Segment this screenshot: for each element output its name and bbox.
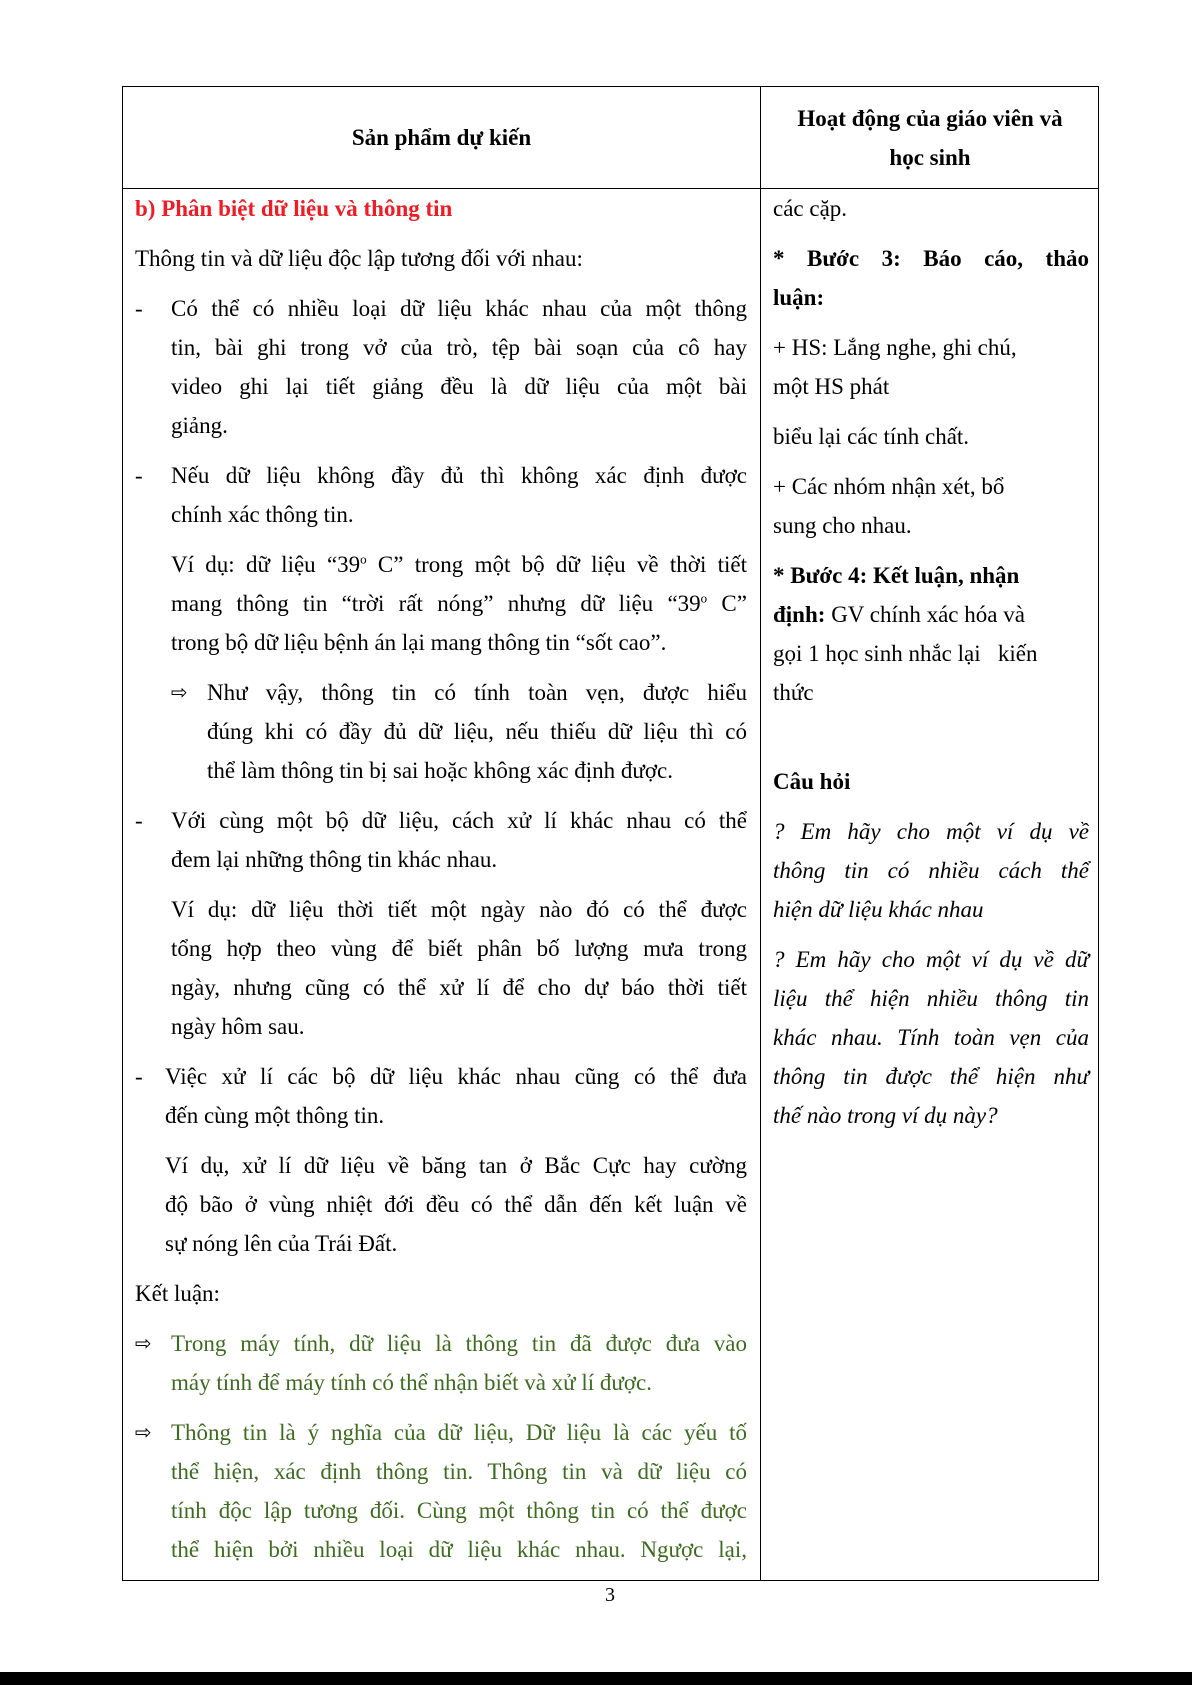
text-line: + HS: Lắng nghe, ghi chú, [773,335,1017,360]
text-line: tin, bài ghi trong vở của trò, tệp bài soạn của cô hay [171,335,747,360]
group-activity [773,467,1089,545]
text-line: liệu thể hiện nhiều thông tin [773,986,1089,1011]
list-item [135,456,747,534]
conclusion-item [135,1413,747,1569]
text-span: GV chính xác hóa và [825,602,1025,627]
text-line: ngày, nhưng cũng có thể xử lí để cho dự báo thời tiết [171,975,747,1000]
text-line: thể hiện bởi nhiều loại dữ liệu khác nhau. Ngược lại, [171,1537,747,1562]
example-paragraph [135,545,747,662]
text-line: sung cho nhau. [773,513,912,538]
column-divider [760,87,761,1580]
example-paragraph [135,1146,747,1263]
list-item [135,1057,747,1135]
text-line: thông tin có nhiều cách thể [773,858,1089,883]
list-item [135,289,747,445]
arrow-right-icon: ⇨ [171,680,188,704]
step-4-block [773,556,1089,712]
dash-marker: - [135,808,143,833]
header-expected-products [123,87,760,188]
text-line [773,595,1089,634]
text-line: Thông tin là ý nghĩa của dữ liệu, Dữ liệu là các yếu tố [171,1420,747,1445]
conclusion-item [135,1324,747,1402]
conclusion-arrow-item [135,673,747,790]
text-line: độ bão ở vùng nhiệt đới đều có thể dẫn đến kết luận về [165,1192,747,1217]
text-line: Nếu dữ liệu không đầy đủ thì không xác định được [171,463,747,488]
list-item [135,801,747,879]
text-line: thể hiện, xác định thông tin. Thông tin và dữ liệu có [171,1459,747,1484]
text-line: Với cùng một bộ dữ liệu, cách xử lí khác nhau có thể [171,808,747,833]
step-heading: * Bước 3: Báo cáo, thảo [773,246,1089,271]
text-line: máy tính để máy tính có thể nhận biết và xử lí được. [171,1370,653,1395]
text-span: mang thông tin “trời rất nóng” nhưng dữ liệu “39 [171,591,701,616]
text-line: ? Em hãy cho một ví dụ về [773,819,1089,844]
text-line: đem lại những thông tin khác nhau. [171,847,498,872]
student-activity [773,328,1089,406]
text-line: đến cùng một thông tin. [165,1103,385,1128]
arrow-right-icon: ⇨ [135,1420,152,1444]
text-span: C” trong một bộ dữ liệu về thời tiết [366,552,747,577]
questions-title: Câu hỏi [773,769,851,794]
header-right-line1: Hoạt động của giáo viên và [797,105,1063,131]
text-span: Ví dụ: dữ liệu “39 [171,552,361,577]
text-line: thông tin được thể hiện như [773,1064,1089,1089]
text-line [171,584,747,623]
text-line: thế nào trong ví dụ này? [773,1103,998,1128]
text-span: C” [707,591,747,616]
text-line: gọi 1 học sinh nhắc lại kiến [773,641,1038,666]
right-column-content [773,189,1089,1135]
degree-sign: o [700,590,708,606]
left-column-content [135,189,747,1569]
dash-marker: - [135,463,143,488]
header-left-label: Sản phẩm dự kiến [351,124,532,150]
step-heading: luận: [773,285,825,310]
text-line: sự nóng lên của Trái Đất. [165,1231,398,1256]
text-line: hiện dữ liệu khác nhau [773,897,984,922]
text-line: thức [773,680,814,705]
text-line: Ví dụ: dữ liệu thời tiết một ngày nào đó có thể được [171,897,747,922]
text-line: trong bộ dữ liệu bệnh án lại mang thông tin “sốt cao”. [171,630,667,655]
text-line: Có thể có nhiều loại dữ liệu khác nhau của một thông [171,296,747,321]
step-3-block [773,239,1089,317]
dash-marker: - [135,1064,143,1089]
section-heading: b) Phân biệt dữ liệu và thông tin [135,196,453,221]
text-span: định: [773,602,826,627]
text-line: Như vậy, thông tin có tính toàn vẹn, được hiểu [207,680,747,705]
text-line: ? Em hãy cho một ví dụ về dữ [773,947,1089,972]
text-line: video ghi lại tiết giảng đều là dữ liệu của một bài [171,374,747,399]
step-heading: * Bước 4: Kết luận, nhận [773,563,1020,588]
conclusion-label: Kết luận: [135,1281,220,1306]
question-item [773,940,1089,1135]
header-right-line2: học sinh [889,144,971,170]
text-line: đúng khi có đầy đủ dữ liệu, nếu thiếu dữ liệu thì có [207,719,747,744]
header-teacher-student-activity [761,87,1099,188]
text-line: ngày hôm sau. [171,1014,305,1039]
degree-sign: o [360,551,367,567]
page-number: 3 [605,1584,615,1606]
text-line: chính xác thông tin. [171,502,354,527]
page-bottom-edge [0,1672,1192,1685]
text-line: khác nhau. Tính toàn vẹn của [773,1025,1089,1050]
text-line: Việc xử lí các bộ dữ liệu khác nhau cũng có thể đưa [165,1064,747,1089]
arrow-right-icon: ⇨ [135,1331,152,1355]
text-line: thể làm thông tin bị sai hoặc không xác định được. [207,758,674,783]
text-line: giảng. [171,413,228,438]
text-line: các cặp. [773,196,848,221]
lesson-table [122,86,1099,1581]
text-line: một HS phát [773,374,890,399]
text-line: Ví dụ, xử lí dữ liệu về băng tan ở Bắc Cực hay cường [165,1153,747,1178]
dash-marker: - [135,296,143,321]
intro-text: Thông tin và dữ liệu độc lập tương đối với nhau: [135,246,583,271]
text-line: Trong máy tính, dữ liệu là thông tin đã được đưa vào [171,1331,747,1356]
text-line: + Các nhóm nhận xét, bổ [773,474,1005,499]
text-line: tính độc lập tương đối. Cùng một thông tin có thể được [171,1498,747,1523]
text-line: tổng hợp theo vùng để biết phân bố lượng mưa trong [171,936,747,961]
text-line: biểu lại các tính chất. [773,424,970,449]
text-line [171,545,747,584]
example-paragraph [135,890,747,1046]
question-item [773,812,1089,929]
